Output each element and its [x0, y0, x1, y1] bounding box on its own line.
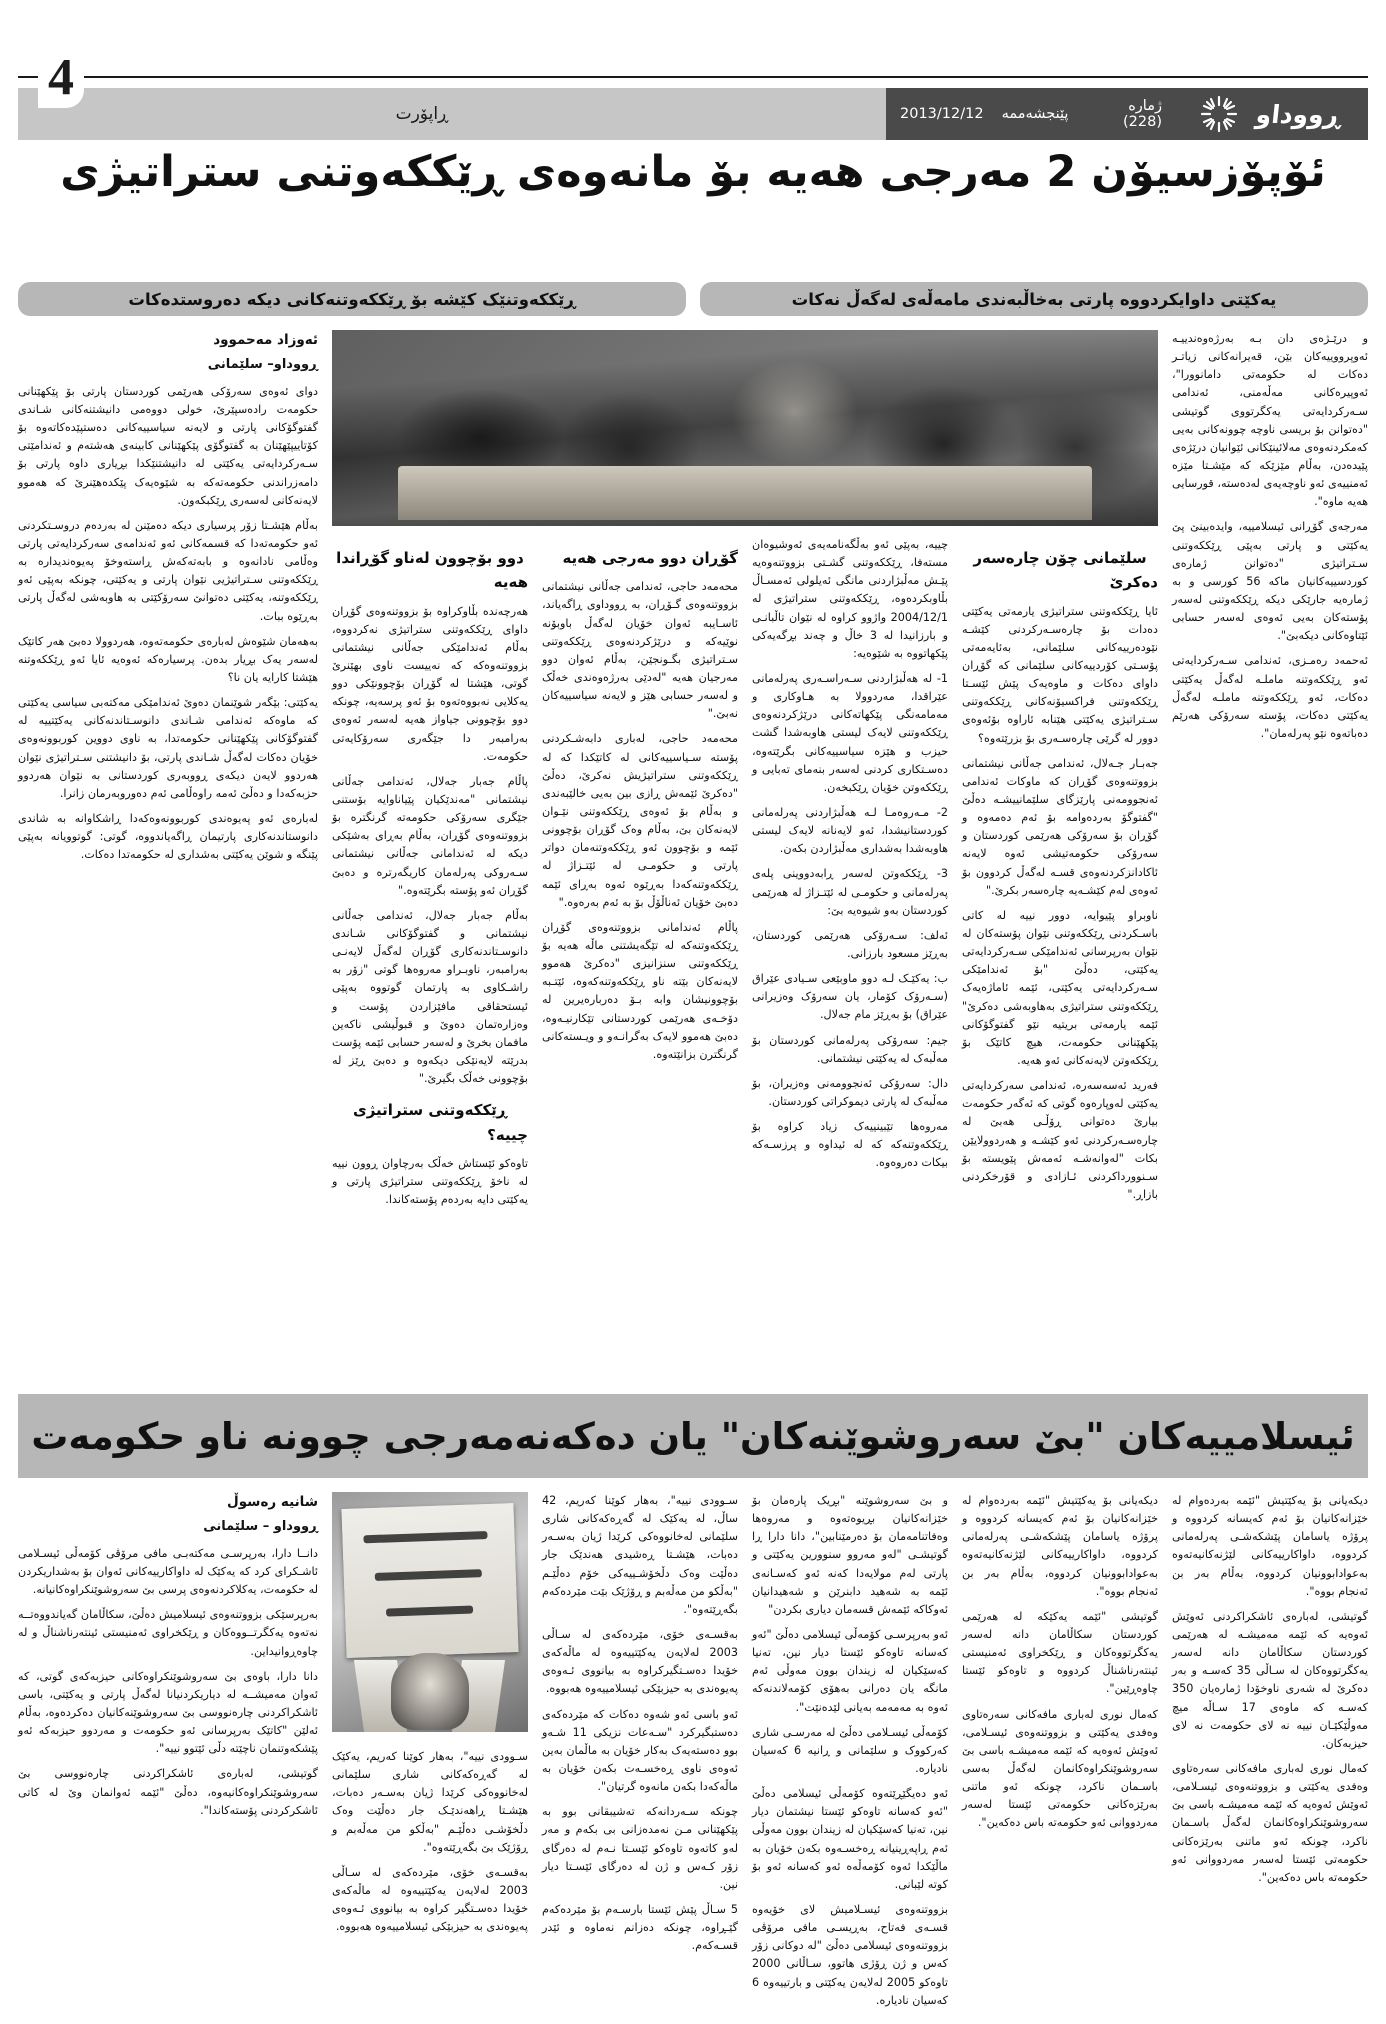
section-banner [18, 49, 886, 140]
paragraph: کۆمەڵی ئیسـلامی دەڵێ لە مەرسـی شاری کەرکووک و سلێمانی و ڕانیە 6 کەسیان نادیارە. [752, 1725, 948, 1775]
article1-column-3 [542, 536, 738, 1071]
paragraph: بەهەمان شێوەش لەبارەی حکومەتەوە، هەردوولا دەبێ هەر کاتێک لەسەر یەک بڕیار بدەن. پرسیارەکە ئەوەیە ئایا ئەو ڕێککەوتنە هێشتا کارایە یان نا؟ [18, 634, 318, 685]
article2-column-5 [962, 1492, 1158, 1840]
paragraph: دوای ئەوەی سەرۆکی هەرێمی کوردستان پارتی بۆ پێکهێنانی حکومەت رادەسپێرێ، خولی دووەمی دانیشتنەکانی شـاندی گفتوگۆکانی پارتی و لایەنە سیاسییەکانی دەستپێدەکاتەوە بۆ کۆتاییپێهێنان بە گفتوگۆی پێکهێنانی کابینەی هەشتەم و ئەندامێتی سـەرکردایەتی یەکێتی لە دانیشتنێکدا بڕیاری داوە پارتی بۆ دامەزراندنی حکومەتەکە بە شێوەیەک پێکدەهێنرێ کە هەموو لایەنەکانی لەسەری ڕێکبکەون. [18, 384, 318, 507]
paragraph: سـوودی نییە"، بەهار کوێنا کەریم، 42 ساڵ، لە یەکێک لە گەڕەکەکانی شاری سلێمانی لەخانووەکی کرێدا ژیان بەسـەر دەبات، هێشـتا ڕەشیدی هەندێک جار دەڵێت وەک دڵخۆشـییەکی خۆم دەڵێـم "بەڵکو من مەڵەبم و ڕۆژێک بێت مێردەکەم بگەڕێتەوە". [542, 1494, 738, 1616]
article2-byline-name: شانیە رەسوڵ [226, 1494, 318, 1510]
article1-subhead-4: سلێمانی چۆن چارەسەر دەکرێ [973, 549, 1158, 592]
paragraph: گوتیشی، لەبارەی ئاشکراکردنی ئەوێش ئەوەیە کە ئێمە مەمیشـە لە هەرێمی کوردستان سکاڵامان دانە لەسەر یەکگرتووەکان لە سـاڵی 35 کەسـە و بەر دەکرێ لە شەری ناوخۆدا ژمارەیان 350 کەسـە کە ماوەی 17 سـاڵە میچ مەوڵێکێـان نییە نە لای حکومەت نە لای حیزبەکان. [1172, 1609, 1369, 1750]
paragraph: محەمەد حاجی، ئەندامی جەڵانی نیشتمانی بزووتنەوەی گـۆڕان، بە ڕووداوی ڕاگەیاند، ئاسـایبە ئەوان خۆیان لەگەڵ باوبۆنە نوێیەکە و درێژکردنەوەی ڕێککەوتنی سـتراتیژی بگـونجێن، بەڵام ئەوان دوو مەرجیان هەیە "لەدێی بەرژەوەندی خەڵک و لەسەر حسابی هێز و لایەنە سیاسییەکان نەبێ." [542, 580, 738, 721]
protester-head [391, 1653, 469, 1730]
paragraph: ئەو بەرپرسـی کۆمەڵی ئیسلامی دەڵێ "ئەو کەسانە تاوەکو ئێستا دیار نین، تەنیا کەسێکیان لە زیندان بوون مەوڵی ئەم مانگە یان دەرانی بەهۆی کۆمەلاندنەکە ئەوە بە مەمەمە بەیانی لێدەنێت". [752, 1627, 948, 1714]
paragraph: 2- مـەروەمـا لـە هەڵبژاردنی پەرلەمانی کوردستانیشدا، ئەو لایەنانە لایەک لیستی هاوبەشدا بەشداری مەڵبژاردن بکەن. [752, 805, 948, 856]
paragraph: بەقسـەی خۆی، مێردەکەی لە سـاڵی 2003 لەلایەن یەکێتییەوە لە ماڵەکەی خۆیدا دەسـتگیر کراوە بە بیانووی ئـەوەی پەیوەندی بە حیزبێکی ئیسلامییەوە هەبووە. [332, 1865, 528, 1934]
paragraph: دیکەیانی بۆ یەکێتیش "ئێمە بەردەوام لە خێزانەکانیان بۆ ئەم کەیسانە کردووە و پرۆژە یاسامان پێشکەشـی پەرلەمانی کردووە، داواکارییەکانی لێژنەکانیەتەوە بەعوادابوونیان کردووە، بەڵام بەر بن ئەنجام بووە". [1172, 1494, 1368, 1598]
paragraph: پاڵام جەبار جەلال، ئەندامی جەڵانی نیشتمانی "مەندێکیان پێیاناوایە بۆستنی جێگری سەرۆکی حکومەتە گرنگترە بۆ بزووتنەوەی گۆڕان، بەڵام بەڕای بەشێکی دیکە لە ئەندامانی جەڵانی نیشتمانی سـەروکی پەرلەمان کاریگەرترە و دەبێ گۆڕان ئەو پۆستە بگرێتەوە." [332, 774, 528, 897]
page-number: 4 [38, 52, 84, 108]
paragraph: ئەو باسی ئەو شەوە دەکات کە مێردەکەی دەستبگیرکرد "سـەعات نزیکی 11 شـەو بوو دەستەیەک بەکار خۆیان بە ماڵمان بەین ئەوەی ناوی ڕەخسـەت بکەن خۆیان بە ماڵەکەدا بکەن مانەوە گرتیان". [542, 1707, 738, 1794]
masthead [18, 49, 1368, 140]
meeting-photo [332, 330, 1158, 526]
article1-column-2 [332, 536, 528, 1216]
paragraph: بەڵام جەبار جەلال، ئەندامی جەڵانی نیشتمانی و گفتوگۆکانی شـاندی دانوسـتاندنەکاری گۆڕان لەگەڵ لایەنـی بەرامبەر، ناوبـراو مەروەها گوتی "زۆر بە راشـکاوی بە پارتمان گوتووە بەپێی ئیستحقاقی مافێزاردن پۆست و وەزارەتمان دەوێ و قبوڵیشی ناکەین مافمان بخرێ و لەسەر حسابی ئێمە پۆست بدرێتە لایەنێکی دیکەوە و دەبێ ڕێز لە بۆچوونی خەڵک بگیرێ." [332, 908, 528, 1086]
protest-photo [332, 1492, 528, 1732]
paragraph: هەرچەندە بڵاوکراوە بۆ بزووتنەوەی گۆڕان داوای ڕێککەوتنی ستراتیژی نەکردووە، بەڵام ئەندامێکی جەڵانی نیشتمانی بزووتنەوەکە کە نەییست ناوی بهێنرێ گوتی، هێشتا لە گۆڕان بۆچوونێکی دوو یەکلایی نەبووەتەوە بۆ ئەو پرسەیە، چونکە دوو بۆچوونی جیاواز هەیە لەسەر ئەوەی بەرامبەر دا جێگەری سەرۆکایەتی حکومەت. [332, 604, 528, 763]
article1-headline: ئۆپۆزسیۆن 2 مەرجی هەیە بۆ مانەوەی ڕێککەوتنی ستراتیژی [60, 147, 1326, 197]
sunburst-icon [1199, 94, 1239, 134]
paragraph: ئەحمەد رەمـزی، ئەندامی سـەرکردایەتی ئەو ڕێککەوتنە ماملـە لەگەڵ یەکێتی دەکات، ئەو ڕێککەوتنە ماملـە لەگەڵ یەکێتی دەکات، پۆستە سەرۆکی هەرێم دەباتەوە نێو پەرلەمان". [1172, 654, 1368, 740]
issue-number: ژمارە (228) [1122, 98, 1162, 130]
paragraph: چییە، بەپێی ئەو بەڵگەنامەیەی ئەوشیوەان مستەفا، ڕێککەوتنی گشـتی بزووتنەوەیە پێـش مەڵبژاردنی مانگی ئەیلولی ئەمسـاڵ بڵاوبکردەوە، ڕێککەوتنی ستراتیژی لە 2004/12/1 واژوو کراوە لە نێوان تاڵبانـی و بارزانیدا لە 3 خاڵ و چەند بڕگەیەکی پێکهاتووە بە شێوەیە: [752, 538, 948, 660]
article2-byline-org: ڕووداو – سلێمانی [203, 1518, 318, 1534]
paragraph: ب: یەکێـک لـە دوو ماوبێعی سـیادی عێراق (سـەرۆک کۆمار، یان سەرۆک وەزیرانی عێراق) بۆ بەڕێز مام جەلال. [752, 972, 948, 1022]
article1-column-5 [962, 536, 1158, 1211]
article1-subhead-1: دوو بۆچوون لەناو گۆڕاندا هەیە [336, 549, 528, 592]
paragraph: دانــا دارا، بەرپرسـی مەکتەبـی مافی مرۆڤی کۆمەڵی ئیسـلامی ئاشـکرای کرد کە یەکێک لە داواکارییەکانی ئەوان بۆ بەشداریکردن لە حکومەت، یەکلاکردنەوەی پرسی بێ سەروشوێنکراوەکانیانە. [18, 1546, 318, 1597]
paragraph: 5 سـاڵ پێش ئێستا بارسـەم بۆ مێردەکەم گێـڕاوە، چونکە دەزانم نەماوە و ئێدر قسـەکەم. [542, 1902, 738, 1953]
paragraph: 3- ڕێککەوتن لەسەر ڕابەدووینی پلەی پەرلەمانی و حکومـی لە ئێتـزاژ لە هەرێمی کوردستان بەو شیوەیە بێ: [752, 867, 948, 917]
logo-wordmark: ڕووداو [1254, 99, 1343, 129]
top-rule [18, 76, 1368, 78]
paragraph: بزووتنەوەی ئیسـلامیش لای خۆیەوە قسـەی فەتاح، بەڕیسـی مافی مرۆڤی بزووتنەوەی ئیسلامی دەڵێ "لە دوکانی زۆر کەس و ژن ڕۆژی هاتوو، سـاڵانی 2000 تاوەکو 2005 لەلایەن یەکێتی و بارتییەوە 6 کەسیان نادیارە. [752, 1902, 948, 2007]
article2-headline: ئیسلامییەکان "بێ سەروشوێنەکان" یان دەکەنەمەرجی چوونە ناو حکومەت [31, 1414, 1355, 1458]
masthead-meta [886, 88, 1176, 140]
paragraph: ناوبراو پێیوایە، دوور نییە لە کاتی باسـکردنی ڕێککەوتنی نێوان پۆستەکان لە نێوان بەرپرسانی ئەندامێکی سـەرکردایەتی یەکێتی، دەڵێ "بۆ ئەندامێکی سـەرکردایەتی یەکێتی، ئێمە ئاماژەیەک ڕێککەوتنی ستراتیژی بەهاوبەشی دەکرێ" ئێمە یارمەتی بریتیە نێو گفتوگۆکانی پێکهێنانی حکومەت، هیچ کاتێک بۆ ڕێککەوتن لایەنەکانی ئەو هەیە. [962, 908, 1158, 1067]
paragraph: سـوودی نییە"، بەهار کوێنا کەریم، یەکێک لە گەڕەکەکانی شاری سلێمانی لەخانووەکی کرێدا ژیان بەسـەر دەبات، هێشـتا ڕاهەندێـک جار دەڵێت وەک دڵخۆشـی دەڵێـم "بەڵکو من مەڵەبم و ڕۆژێک بێ بگەڕێتەوە". [332, 1750, 528, 1854]
paragraph: بەقسـەی خۆی، مێردەکەی لە سـاڵی 2003 لەلایەن یەکێتییەوە لە ماڵەکەی خۆیدا دەسـتگیرکراوە بە بیانووی ئـەوەی پەیوەندی بە حیزبێکی ئیسلامییەوە هەبووە. [542, 1627, 738, 1696]
paragraph: جیم: سەرۆکی پەرلەمانی کوردستان بۆ مەڵبەک لە یەکێتی نیشتمانی. [752, 1033, 948, 1065]
paragraph: بەڵام هێشـتا زۆر پرسیاری دیکە دەمێنن لە بەردەم دروسـتکردنی ئەو حکومەتەدا کە قسمەکانی ئەو ئەندامەی سەرکردایەتی پارتی وەڵامی نادانەوە و بابەتەکەش ڕاستەوخۆ پەیوەندیدارە بە ڕێککەوتنی سـتراتیژیی نێوان پارتی و یەکێتی، چونکە بەپێی ئەو ڕێککەوتنە، یەکێتی دەتوانێ سەرۆکێتی بە هاوبەشی لەگەڵ پارتی بەڕێوە ببات. [18, 518, 318, 623]
paragraph: و بێ سەروشوێنە "بڕیک پارەمان بۆ خێزانەکانیان بڕیوەتەوە و مەروەها وەفاتنامەمان بۆ دەرمێنابین"، دانا دارا ڕا گوتیشـی "لەو مەروو سنوورین یەکێتی و پارتی لەم مولایەدا کەنە ئەو کەسـانەی ئێمە بە شەهید دابنرێن و شەهیدانیان ئەوکاکە ئێمەش قسەمان دیاری بکردن" [752, 1494, 948, 1616]
article2-column-3 [542, 1492, 738, 1962]
logo-burst-icon [1197, 93, 1347, 135]
article1-column-1 [18, 330, 318, 871]
paragraph: دال: سەرۆکی ئەنجوومەنی وەزیران، بۆ مەڵبەک لە پارتی دیموکراتی کوردستان. [752, 1076, 948, 1108]
publication-date: 2013/12/12 [900, 106, 984, 122]
article1-subhead-2: ڕێککەوتنی ستراتیژی چییە؟ [352, 1101, 528, 1144]
paragraph: فەرید ئەسەسەرە، ئەندامی سەرکردایەتی یەکێتی لەوپارەوە گوتی کە ئەگەر حکومەت بیارێ دەتوانی ڕۆڵـی هەبێ لە چارەسـەرکردنی ئەو کێشـە و هەردوولایێن بکات "لەوانەشـە ئەمەش پێویستە بۆ سـنوورداکردنی ئـازادی و قۆرخکردنی بازاڕ." [962, 1079, 1158, 1201]
paragraph: مەروەها تێبینییەک زیاد کراوە بۆ ڕێککەوتنەکە کە لە ئیداوە و پرزسـەکە بیکات دەروەوە. [752, 1120, 948, 1170]
article2-column-4 [752, 1492, 948, 2017]
article1-subhead-3: گۆڕان دوو مەرجی هەیە [562, 549, 738, 567]
article1-body [18, 330, 1368, 1370]
protest-sign [341, 1503, 519, 1658]
paragraph: و درێـژەی دان بـە بەرژەوەندییـە ئەوپرووییەکان بێن، قەیرانەکانی زیاتـر دەکات لە حکومەتی دامانوورا"، ئەوپیرەکانی مەڵەمنی، ئەندامی سـەرکردایەتی یەکگرتووی گوتیشی "دەتوانن بۆ بریسی ناوچە چوونەکانی بەیی کەمکردنەوەی مەلائینێکانی ئێوانیان درێژەی پێیدەدن، بەڵام مێزێکە کە مێشـتا مێزە ئەمنییەی ئەو ناوچەیەی لەدەستە، قورسایی هەیە ماوە". [1172, 332, 1368, 509]
article1-column-6 [1172, 330, 1368, 750]
weekday: پێنجشەممە [1001, 106, 1069, 122]
paragraph: جەبـار جـەلال، ئەندامی جەڵانی نیشتمانی بزووتنەوەی گۆڕان کە ماوکات ئەندامی ئەنجوومەنی پارێزگای سلێمانییشـە دەڵێ "گفتوگۆ بەردەوامە بۆ ئەم دەمەوە و گۆڕان بۆ سەرۆکی هەرێمی کوردستان و سەرۆکی حکومەتیشی ئەوە لایەنە ئاکادانزکردنەوەی قسـە لەگەڵ کردوون بۆ ئەوەی لەم کێشـەیە چارەسەر بکرێ." [962, 756, 1158, 897]
article2-body [18, 1492, 1369, 2007]
article1-byline-name: ئەوزاد مەحموود [213, 332, 318, 348]
paragraph: پاڵام ئەندامانی بزووتنەوەی گۆڕان ڕێککەوتنەکە لە تێگەیشتنی ماڵە هەیە بۆ ڕێککەوتنی سنزانیزی "دەکرێ هەموو لایەنەکان بێتە ناو ڕێککەوتنەکەوە، ئێتـبە بۆچوونیشان وابە بـۆ دەربارەیرین لە دۆخـەی هەرێمی کوردستانی تێکارنیـەوە، دەبێ هەموو لایەک بەگرانـەو و ویـستەکانی گرنگترن بزانێتەوە. [542, 920, 738, 1061]
article1-byline-org: ڕووداو– سلێمانی [207, 356, 318, 372]
article2-column-6 [1172, 1492, 1368, 1894]
paragraph: دانا دارا، باوەی بێ سەروشوێنکراوەکانی حیزبەکەی گوتی، کە ئەوان مەمیشــە لە دیاریکردنیانا لەگەڵ پارتی و یەکێتی، باسی ئاشکراکردنی چارەنووسی بێ سەروشوێنەکانیان دەکردەوە، بەڵام ئەلێن "کاتێک بەرپرسانی ئەو حکومەت و مەردوو حیزبەکە ئەو پێشکەوتنمان ناچێتە دڵی ئێتوو نییە". [18, 1669, 318, 1756]
paragraph: محەمەد حاجی، لەباری دابەشـکردنی پۆستە سـیاسییەکانی لە کاتێکدا کە لە ڕێککەوتنی ستراتیژیش نەکرێ، دەڵێ "دەکرێ ئێمەش ڕازی بین بەیی خالێبەندی و بەڵام بۆ ئەوەی ڕێککەوتنی نێـوان لایەنەکان بێ، بەڵام وەک گۆڕان بۆچوونی ئێمە و بۆچوون ئەو ڕێککەوتنەمان دواتر پارتی و حکومـی لە ئێتـزاژ لە ڕێککەوتنەکەدا بەڕێوە ئەوە بەڕای ئێمە دەبێ خۆیان ئەناڵۆڵ بۆ بە ئەم بەرەوە." [542, 732, 738, 909]
paragraph: چونکە سـەردانەکە تەشیبقانی بوو بە پێکهێنانی مـن نەمدەزانی بی بکەم و مەر لەو کاتەوە تاوەکو ئێسـتا نـەم لە دەرگای زۆر کـەس و ژن لە دەرگای ئێسـتا دیار نین. [542, 1805, 738, 1891]
subheading-bar-left: ڕێککەوتنێک کێشە بۆ ڕێککەوتنەکانی دیکە دەروستدەکات [18, 282, 686, 316]
subheading-bar-right: یەکێتی داوایکردووە پارتی بەخاڵبەندی مامەڵەی لەگەڵ نەکات [700, 282, 1368, 316]
paragraph: تاوەکو ئێستاش خەڵک بەرچاوان ڕوون نییە لە ناخۆ ڕێککەوتنی ستراتیژی پارتی و یەکێتی دایە بەردەم پۆستەکاندا. [332, 1156, 528, 1207]
paragraph: ئەو دەیگێڕێتەوە کۆمەڵی ئیسلامی دەڵێ "ئەو کەسانە تاوەکو ئێستا نیشتمان دیار نین، تەنیا کەسێکیان لە زیندان بوون مەوڵی ئەم ڕاپەڕینیانە ڕەخسـەوە بکەن خۆیان بە ماڵێکدا ئەوە کۆمەڵەە ئەو کەسانە ئەو بۆ کوتە لێبانی. [752, 1787, 948, 1891]
article2-column-1 [18, 1492, 318, 1827]
paragraph: گوتیشی "ئێمە یەکێکە لە هەرێمی کوردستان سکاڵامان دانە لەسەر یەکگرتووەکان و ڕێکخراوی ئەمنیستی ئینتەرناشناڵ کردووە و تاوەکو ئێستا چاوەڕێین". [962, 1609, 1158, 1696]
paragraph: گوتیشی، لەبارەی ئاشکراکردنی چارەنووسی بێ سەروشوێنکراوەکانیەوە، دەڵێ "ئێمە ئەوانمان وێ لە کاتی ئاشکرکردنی پۆستەکاندا". [18, 1767, 318, 1817]
article2-column-2 [332, 1748, 528, 1943]
paragraph: لەبارەی ئەو پەیوەندی کوربوونەوەکەدا ڕاشکاوانە بە شاندی دانوستاندنەکاری پارتیمان ڕاگەیاندووە، گوتی: گوتوویانە بەپێی پێنگە و شوێن یەکێتی بەشداری لە حکومەتدا دەکات. [18, 812, 318, 862]
paragraph: ئایا ڕێککەوتنی ستراتیژی یارمەتی یەکێتی دەدات بۆ چارەسـەرکردنی کێشـە نێودەرییەکانی سلێمانی، بەئایەمەتی پۆسـتی کۆردییەکانی سلێمانی کە گۆڕان داوای دەکات و ماوەیەک پێش ئێسـتا ڕێککەوتنی فراکسیۆنەکانی ڕێککەوتنی سـتراتیژی یەکێتی هێنابە ئاراوە بۆئەوەی دوور لە گرێی چارەسـەری بۆ بزرێتەوە؟ [962, 604, 1158, 745]
paragraph: کەمال نوری لەباری مافەکانی سەرەتاوی وەفدی یەکێتی و بزووتنەوەی ئیسـلامی، ئەوێش ئەوەیە کە ئێمە مەمیشـە باسی بێ سەروشوێنکراوەکانمان لەگەڵ باسـمان ناکرد، چونکە ئەو ماتنی بەرێزەکانی حکومەتی ئێستا لەسەر مەردووانی ئەو حکومەتە باس دەکەین". [1172, 1761, 1368, 1884]
article1-column-4 [752, 536, 948, 1180]
section-label: ڕاپۆرت [395, 104, 449, 124]
paragraph: مەرجەی گۆڕانی ئیسلامییە، وایدەبینێ پێ یەکێتی و پارتی بەپێی ڕێککەوتنی سـتراتیژی "دەتوانن ژمارەی کوردسییەکانیان ماکە 56 کورسی و بە ژمارەیە جارێکی دیکە ڕێککەوتنی لەسەر پۆستەکان بەیی ئەوەی لەسەر حسابی ئێتاوەکانی دیکەبێ". [1172, 520, 1368, 643]
article2-headline-bar [18, 1394, 1368, 1478]
paragraph: کەمال نوری لەباری مافەکانی سەرەتاوی وەفدی یەکێتی و بزووتنەوەی ئیسـلامی، ئەوێش ئەوەیە کە ئێمە مەمیشـە باسی بێ سەروشوێنکراوەکانمان لەگەڵ بەسی باسـمان ناکرد، چونکە ئەو ماتنی بەرێزەکانی حکومەتی ئێستا لەسەر مەردووانی ئەو حکومەتە باس دەکەین". [962, 1707, 1158, 1830]
paragraph: بەرپرسێکی بزووتنەوەی ئیسلامیش دەڵێ، سکاڵامان گەیاندووەتــە نەتەوە یەکگرتــووەکان و ڕێکخراوی ئەمنیستی ئینتەرناشناڵ و لە چاوەڕوانیداین. [18, 1608, 318, 1658]
paragraph: ئەلف: سـەرۆکی هەرێمی کوردستان، بەڕێز مسعود بارزانی. [752, 928, 948, 960]
newspaper-logo [1176, 88, 1368, 140]
paragraph: دیکەیانی بۆ یەکێتیش "ئێمە بەردەوام لە خێزانەکانیان بۆ ئەم کەیسانە کردووە و پرۆژە یاسامان پێشکەشـی پەرلەمانی کردووە، داواکارییەکانی لێژنەکانیەتەوە بەعوادابوونیان کردووە، بەڵام بەر بن ئەنجام بووە". [962, 1494, 1158, 1598]
paragraph: یەکێتی: بێگەر شوێنمان دەوێ ئەندامێکی مەکتەبی سیاسی یەکێتی کە ماوەکە ئەندامی شـاندی دانوسـتاندنەکانی یەکێتییە لە گفتوگۆکانی پێکهێنانی حکومەتدا، بە ناوی دووین کوربوونەوەی خۆیان دەکات لەگەڵ شـاندی پارتی، بۆ دانیشتنی سـتراتیژی نێوان هەردوو لایەن دیکەی ڕووبەری کوردستانی بە نێوان هەردوو حزبەکەدا و دەڵێ ئەمە راوەڵامی ئەم دەوروبەرمان زانرا. [18, 696, 318, 800]
paragraph: 1- لە هەڵبژاردنی سـەراسـەری پەرلەمانی عێراقدا، مەردوولا بە هـاوکاری و مەمامەنگی پێکهاتەکانی درێژکردنەوەی ڕێککەوتنی لایەک لیستی هاوبەشدا گشت حیزب و هێزە سیاسییەکانی بگرێتەوە، دەسـتکاری کردنی لەسەر بنەمای تەبایی و ڕێککەوتن خۆیان ڕێکبخەن. [752, 671, 948, 794]
photo-table [398, 466, 1092, 520]
article1-subheadings [18, 282, 1368, 316]
